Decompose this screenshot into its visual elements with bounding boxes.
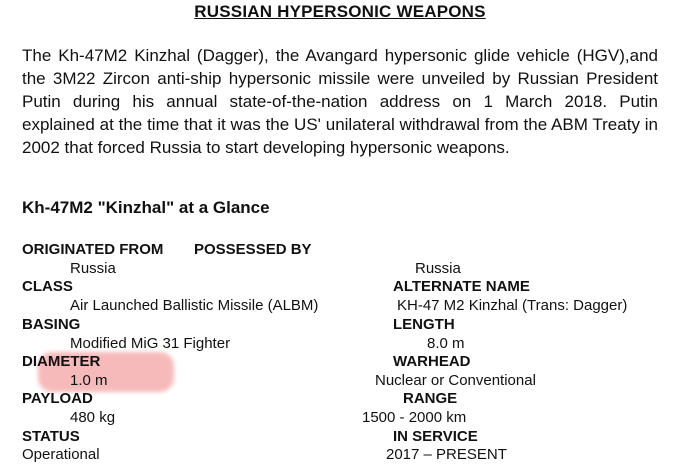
payload-label: PAYLOAD [22, 390, 93, 407]
status-value: Operational [22, 446, 100, 463]
diameter-value: 1.0 m [70, 372, 108, 389]
length-value: 8.0 m [427, 335, 465, 352]
warhead-label: WARHEAD [393, 353, 471, 370]
in-service-label: IN SERVICE [393, 428, 478, 445]
document-title: RUSSIAN HYPERSONIC WEAPONS [194, 2, 486, 21]
class-label: CLASS [22, 278, 73, 295]
diameter-label: DIAMETER [22, 353, 101, 370]
basing-value: Modified MiG 31 Fighter [70, 335, 231, 352]
status-label: STATUS [22, 428, 80, 445]
possessed-by-value: Russia [415, 260, 461, 277]
warhead-value: Nuclear or Conventional [375, 372, 536, 389]
intro-paragraph: The Kh-47M2 Kinzhal (Dagger), the Avangard hypersonic glide vehicle (HGV),and the 3M22 Zircon anti-ship hypersonic missile were unveiled by Russian President Putin during his annual state-of-the-nation address on 1 March 2018. Putin explained at the time that it was the US' unilateral withdrawal from the ABM Treaty in 2002 that forced Russia to start developing hypersonic weapons. [22, 46, 658, 157]
range-value: 1500 - 2000 km [362, 409, 467, 426]
length-label: LENGTH [393, 316, 455, 333]
class-value: Air Launched Ballistic Missile (ALBM) [70, 297, 319, 314]
alternate-name-value: KH-47 M2 Kinzhal (Trans: Dagger) [397, 297, 628, 314]
payload-value: 480 kg [70, 409, 116, 426]
in-service-value: 2017 – PRESENT [386, 446, 507, 463]
originated-from-value: Russia [70, 260, 116, 277]
section-heading: Kh-47M2 "Kinzhal" at a Glance [22, 198, 270, 217]
originated-from-label: ORIGINATED FROM [22, 241, 164, 258]
basing-label: BASING [22, 316, 81, 333]
range-label: RANGE [403, 390, 458, 407]
alternate-name-label: ALTERNATE NAME [393, 278, 530, 295]
possessed-by-label: POSSESSED BY [194, 241, 312, 258]
